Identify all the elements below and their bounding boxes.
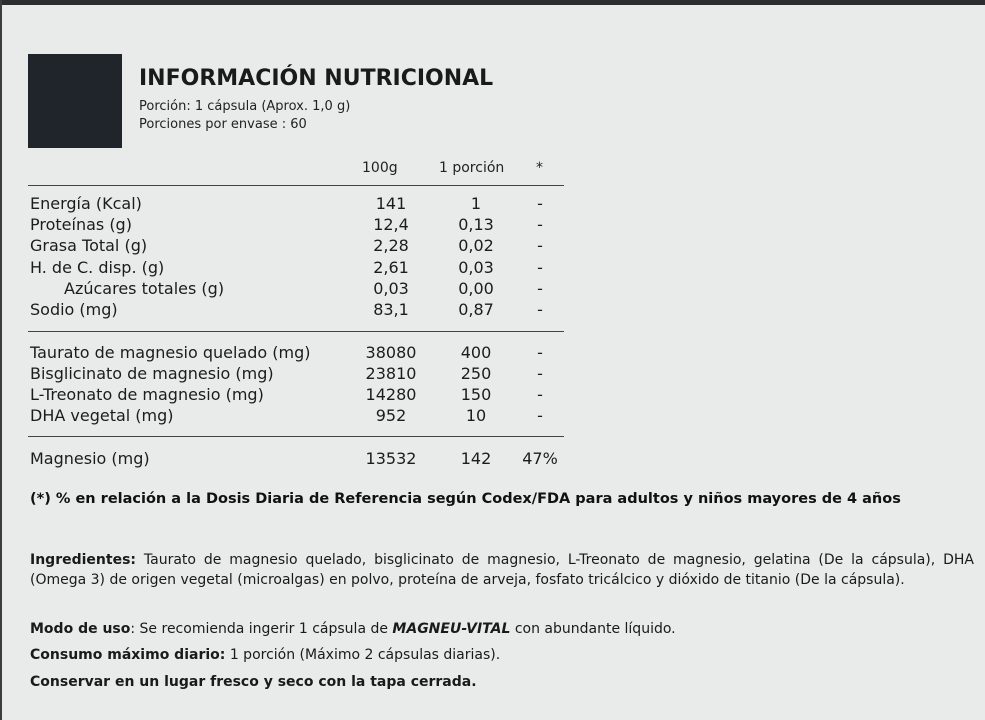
- max-consumption-paragraph: [30, 645, 974, 665]
- active-per-100g: 14280: [365, 385, 417, 404]
- active-dv: -: [537, 406, 543, 425]
- active-label: DHA vegetal (mg): [30, 406, 174, 425]
- nutrient-per-serving: 0,00: [458, 279, 494, 298]
- serving-size: Porción: 1 cápsula (Aprox. 1,0 g): [139, 99, 351, 114]
- table-row: [0, 214, 600, 235]
- active-per-serving: 250: [460, 364, 492, 383]
- brand-block: [28, 54, 122, 148]
- active-label: L-Treonato de magnesio (mg): [30, 385, 264, 404]
- nutrient-per-100g: 0,03: [373, 279, 409, 298]
- total-per-serving: 142: [460, 449, 492, 468]
- table-row: [0, 384, 600, 405]
- nutrient-per-100g: 2,28: [373, 236, 409, 255]
- table-divider: [28, 185, 564, 186]
- nutrient-dv: -: [537, 215, 543, 234]
- max-consumption-text: 1 porción (Máximo 2 cápsulas diarias).: [225, 647, 501, 663]
- total-per-100g: 13532: [365, 449, 417, 468]
- total-label: Magnesio (mg): [30, 449, 150, 468]
- nutrient-per-serving: 1: [470, 194, 482, 213]
- nutrient-per-serving: 0,13: [458, 215, 494, 234]
- nutrient-per-serving: 0,87: [458, 300, 494, 319]
- nutrient-dv: -: [537, 194, 543, 213]
- active-dv: -: [537, 364, 543, 383]
- nutrient-per-100g: 141: [375, 194, 407, 213]
- nutrient-label: Energía (Kcal): [30, 194, 142, 213]
- reference-note: (*) % en relación a la Dosis Diaria de Referencia según Codex/FDA para adultos y niños mayores de 4 años: [30, 491, 901, 507]
- active-label: Taurato de magnesio quelado (mg): [30, 343, 311, 362]
- table-row: [0, 342, 600, 363]
- column-header-100g: 100g: [362, 160, 398, 176]
- usage-paragraph: [30, 619, 974, 639]
- table-row: [0, 405, 600, 426]
- product-name: MAGNEU-VITAL: [392, 621, 511, 637]
- active-per-100g: 952: [375, 406, 407, 425]
- active-dv: -: [537, 343, 543, 362]
- usage-label: Modo de uso: [30, 621, 131, 637]
- nutrient-dv: -: [537, 279, 543, 298]
- nutrient-per-100g: 83,1: [373, 300, 409, 319]
- usage-text-before: : Se recomienda ingerir 1 cápsula de: [130, 621, 393, 637]
- table-row: [0, 299, 600, 320]
- table-row: [0, 363, 600, 384]
- nutrient-label: Grasa Total (g): [30, 236, 148, 255]
- nutrient-dv: -: [537, 236, 543, 255]
- nutrient-per-100g: 2,61: [373, 258, 409, 277]
- active-label: Bisglicinato de magnesio (mg): [30, 364, 274, 383]
- nutrient-dv: -: [537, 300, 543, 319]
- table-row: [0, 235, 600, 256]
- nutrient-per-serving: 0,02: [458, 236, 494, 255]
- max-consumption-label: Consumo máximo diario:: [30, 647, 226, 663]
- table-row: [0, 278, 600, 299]
- active-per-serving: 10: [465, 406, 487, 425]
- active-per-serving: 150: [460, 385, 492, 404]
- total-dv: 47%: [522, 449, 558, 468]
- table-row-total: [0, 448, 600, 469]
- nutrient-per-serving: 0,03: [458, 258, 494, 277]
- page-title: INFORMACIÓN NUTRICIONAL: [139, 66, 494, 91]
- table-divider: [28, 436, 564, 437]
- active-per-serving: 400: [460, 343, 492, 362]
- ingredients-label: Ingredientes:: [30, 552, 136, 568]
- ingredients-text: Taurato de magnesio quelado, bisglicinato de magnesio, L-Treonato de magnesio, gelatina (De la cápsula), DHA (Omega 3) de origen vegetal (microalgas) en polvo, proteína de arveja, fosfato tricálcico y dióxido de titanio (De la cápsula).: [30, 552, 974, 588]
- usage-text-after: con abundante líquido.: [510, 621, 676, 637]
- nutrient-dv: -: [537, 258, 543, 277]
- column-header-dv: *: [536, 160, 543, 176]
- nutrient-label: Proteínas (g): [30, 215, 132, 234]
- active-per-100g: 38080: [365, 343, 417, 362]
- nutrient-label: H. de C. disp. (g): [30, 258, 165, 277]
- active-dv: -: [537, 385, 543, 404]
- nutrient-per-100g: 12,4: [373, 215, 409, 234]
- top-border: [0, 0, 985, 5]
- nutrient-label: Sodio (mg): [30, 300, 118, 319]
- table-row: [0, 257, 600, 278]
- table-divider: [28, 331, 564, 332]
- column-header-serving: 1 porción: [439, 160, 505, 176]
- storage-note: Conservar en un lugar fresco y seco con la tapa cerrada.: [30, 674, 477, 690]
- table-row: [0, 193, 600, 214]
- serving-info: [139, 98, 350, 134]
- active-per-100g: 23810: [365, 364, 417, 383]
- ingredients-paragraph: [30, 550, 974, 590]
- nutrient-label: Azúcares totales (g): [64, 279, 225, 298]
- servings-per-container: Porciones por envase : 60: [139, 117, 307, 132]
